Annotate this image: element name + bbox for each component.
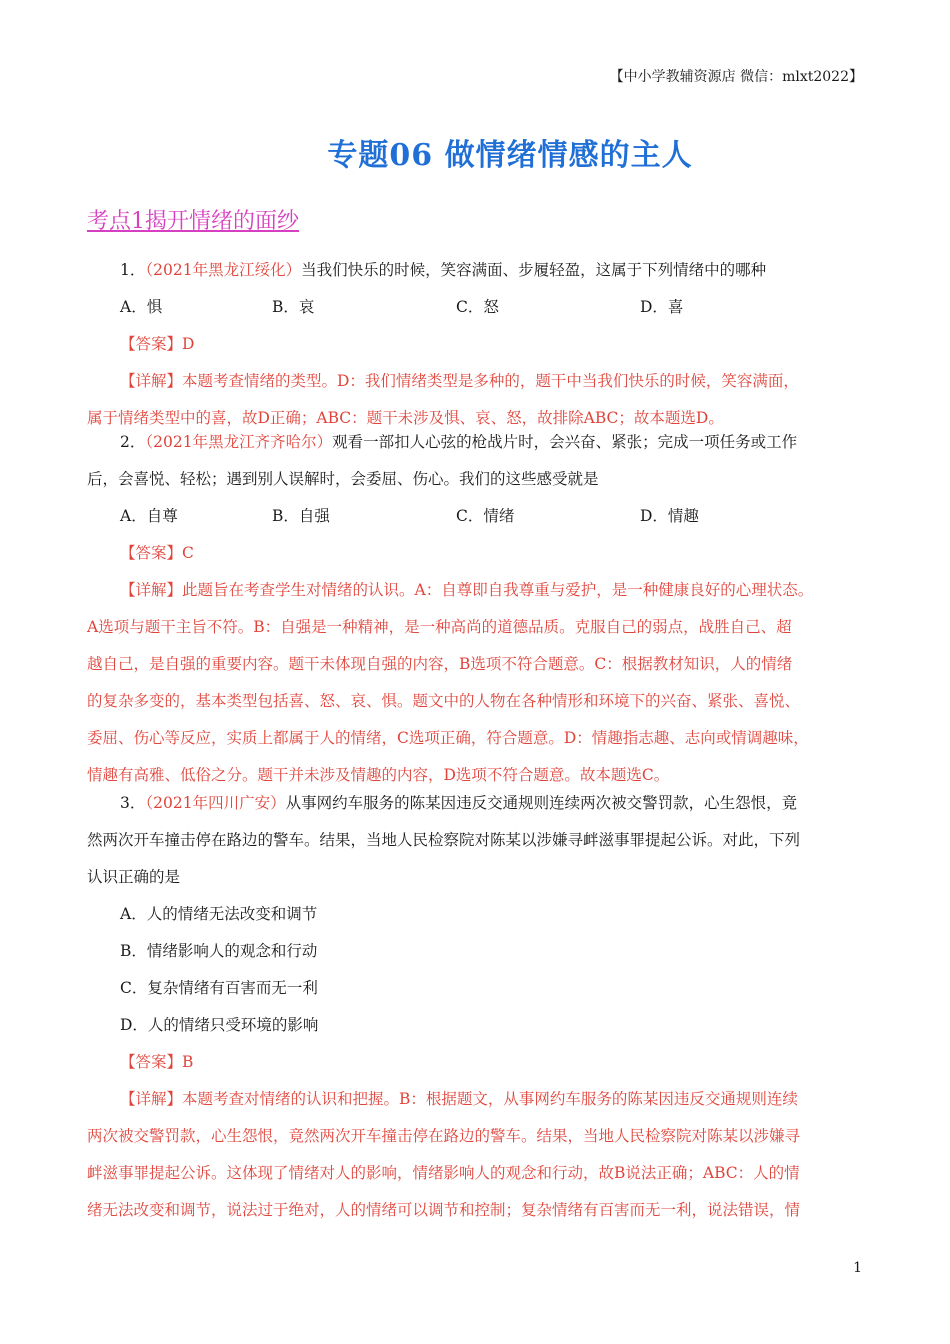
header-note: 【中小学教辅资源店 微信：mlxt2022】 [609,69,863,85]
question-2 [87,424,863,794]
option-c: C．怒 [456,298,499,316]
question-text: 从事网约车服务的陈某因违反交通规则连续两次被交警罚款，心生怨恨，竟 [285,794,798,812]
option-b: B．哀 [272,298,315,316]
option-a: A．惧 [120,298,163,316]
question-text: 后，会喜悦、轻松；遇到别人误解时，会委屈、伤心。我们的这些感受就是 [87,470,599,488]
option-a: A．自尊 [120,507,178,525]
answer: 【答案】C [120,544,194,562]
option-d: D．情趣 [640,507,699,525]
detail-line: 【详解】此题旨在考查学生对情绪的认识。A：自尊即自我尊重与爱护，是一种健康良好的心理状态。 [120,581,814,599]
option-b: B．自强 [272,507,330,525]
question-text: 然两次开车撞击停在路边的警车。结果，当地人民检察院对陈某以涉嫌寻衅滋事罪提起公诉。对此，下列 [87,831,801,849]
question-text: 观看一部扣人心弦的枪战片时，会兴奋、紧张；完成一项任务或工作 [332,433,798,451]
question-source: （2021年黑龙江齐齐哈尔） [145,433,333,451]
detail-line: A选项与题干主旨不符。B：自强是一种精神，是一种高尚的道德品质。克服自己的弱点，战胜自己、超 [87,618,792,636]
question-1 [87,252,863,437]
detail-line: 情趣有高雅、低俗之分。题干并未涉及情趣的内容，D选项不符合题意。故本题选C。 [87,766,670,784]
page-number: 1 [853,1260,862,1276]
answer: 【答案】B [120,1053,194,1071]
detail-line: 【详解】本题考查对情绪的认识和把握。B：根据题文，从事网约车服务的陈某因违反交通规则连续 [120,1090,798,1108]
page-title: 专题06 做情绪情感的主人 [327,138,693,173]
option-b: B．情绪影响人的观念和行动 [120,942,318,960]
question-text: 当我们快乐的时候，笑容满面、步履轻盈，这属于下列情绪中的哪种 [301,261,767,279]
option-a: A．人的情绪无法改变和调节 [120,905,318,923]
detail-line: 绪无法改变和调节，说法过于绝对，人的情绪可以调节和控制；复杂情绪有百害而无一利，说法错误，情 [87,1201,801,1219]
detail-line: 的复杂多变的，基本类型包括喜、怒、哀、惧。题文中的人物在各种情形和环境下的兴奋、紧张、喜悦、 [87,692,801,710]
option-c: C．复杂情绪有百害而无一利 [120,979,318,997]
detail-line: 越自己，是自强的重要内容。题干未体现自强的内容，B选项不符合题意。C：根据教材知识，人的情绪 [87,655,793,673]
question-number: 3． [120,794,146,812]
detail-line: 【详解】本题考查情绪的类型。D：我们情绪类型是多种的，题干中当我们快乐的时候，笑容满面， [120,372,799,390]
detail-line: 委屈、伤心等反应，实质上都属于人的情绪，C选项正确，符合题意。D：情趣指志趣、志向或情调趣味， [87,729,809,747]
detail-line: 两次被交警罚款，心生怨恨，竟然两次开车撞击停在路边的警车。结果，当地人民检察院对陈某以涉嫌寻 [87,1127,801,1145]
question-source: （2021年黑龙江绥化） [145,261,302,279]
question-number: 1． [120,261,146,279]
detail-line: 属于情绪类型中的喜，故D正确；ABC：题干未涉及惧、哀、怒，故排除ABC；故本题选D。 [87,409,724,427]
option-c: C．情绪 [456,507,515,525]
question-1-options [87,289,863,326]
answer: 【答案】D [120,335,195,353]
question-2-stem [87,424,863,461]
detail-line: 衅滋事罪提起公诉。这体现了情绪对人的影响，情绪影响人的观念和行动，故B说法正确；ABC：人的情 [87,1164,800,1182]
option-d: D．人的情绪只受环境的影响 [120,1016,319,1034]
question-text: 认识正确的是 [87,868,181,886]
option-d: D．喜 [640,298,684,316]
question-source: （2021年四川广安） [145,794,286,812]
question-1-stem [87,252,863,289]
question-number: 2． [120,433,146,451]
section-heading: 考点1揭开情绪的面纱 [87,209,299,234]
question-3 [87,785,863,1229]
question-2-options [87,498,863,535]
question-3-stem [87,785,863,822]
